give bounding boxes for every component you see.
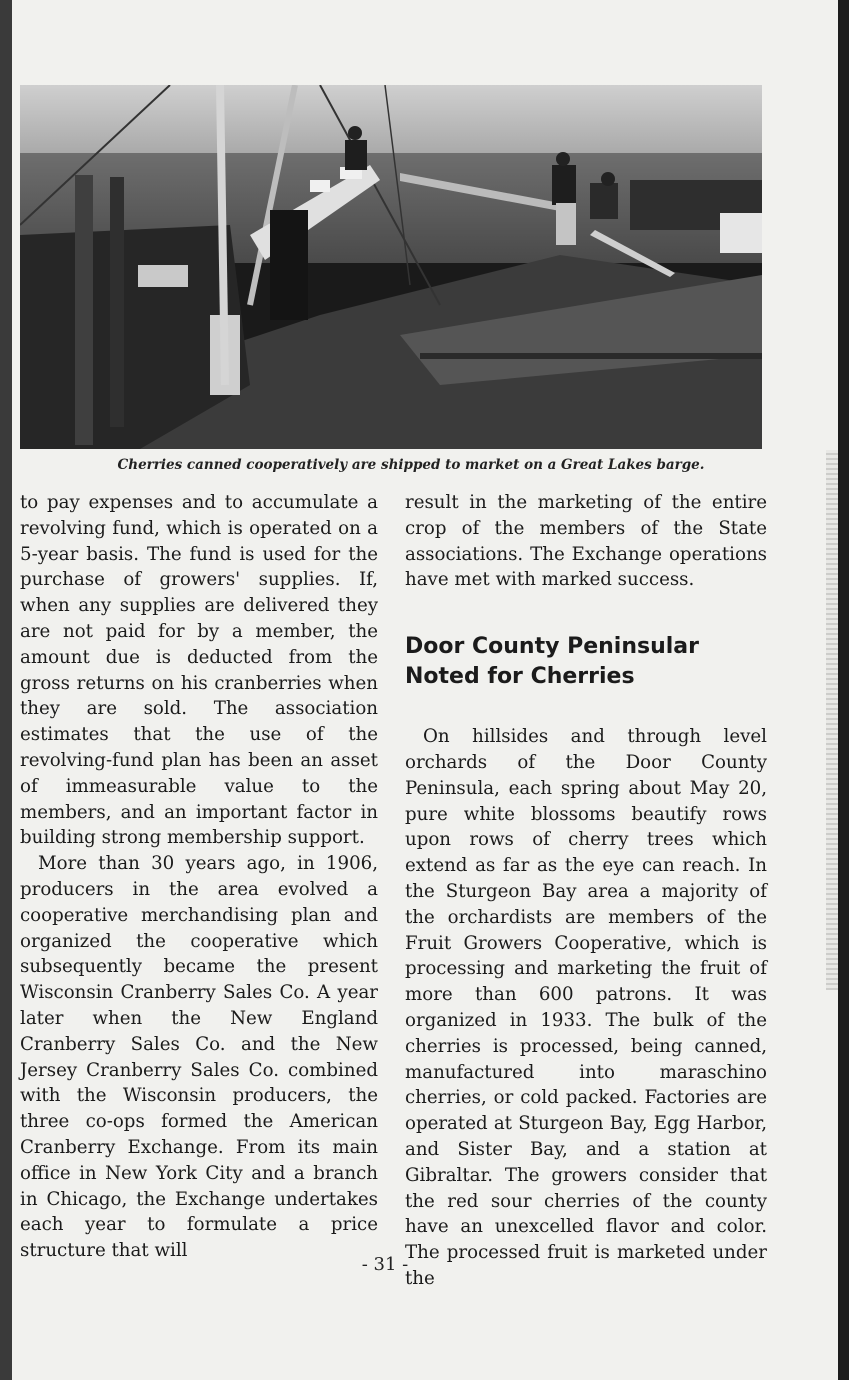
left-paragraph-2: More than 30 years ago, in 1906, producers in the area evolved a cooperative merchandising plan and organized the cooperative which subsequently became the present Wisconsin Cranberry Sales Co. A year later when the New England Cranberry Sales Co. and the New Jersey Cranberry Sales Co. combined with the Wisconsin producers, the three co-ops formed the American Cranberry Exchange. From its main office in New York City and a branch in Chicago, the Exchange undertakes each year to formulate a price structure that will [20,853,378,1262]
right-column [405,490,767,1292]
scan-right-edge [838,0,849,1380]
barge-photo [20,85,762,449]
right-paragraph-1: result in the marketing of the entire crop of the members of the State associations. The Exchange operations have met with marked success. [405,492,767,591]
section-heading-line-1: Door County Peninsular [405,634,700,660]
scan-left-edge [0,0,12,1380]
right-paragraph-2: On hillsides and through level orchards of the Door County Peninsula, each spring about May 20, pure white blossoms beautify rows upon rows of cherry trees which extend as far as the eye can reach. In the Sturgeon Bay area a majority of the orchardists are members of the Fruit Growers Cooperative, which is processing and marketing the fruit of more than 600 patrons. It was organized in 1933. The bulk of the cherries is processed, being canned, manufactured into maraschino cherries, or cold packed. Factories are operated at Sturgeon Bay, Egg Harbor, and Sister Bay, and a station at Gibraltar. The growers consider that the red sour cherries of the county have an unexcelled flavor and color. The processed fruit is marketed under the [405,726,767,1289]
section-heading-line-2: Noted for Cherries [405,664,635,690]
section-heading [405,632,767,692]
barge-loading-photo-icon [20,85,762,449]
left-column [20,490,378,1264]
page-number: - 31 - [361,1254,409,1275]
photo-caption: Cherries canned cooperatively are shipped to market on a Great Lakes barge. [117,457,705,473]
left-paragraph-1: to pay expenses and to accumulate a revolving fund, which is operated on a 5-year basis. The fund is used for the purchase of growers' supplies. If, when any supplies are delivered they are not paid for by a member, the amount due is deducted from the gross returns on his cranberries when they are sold. The association estimates that the use of the revolving-fund plan has been an asset of immeasurable value to the members, and an important factor in building strong membership support. [20,492,378,849]
